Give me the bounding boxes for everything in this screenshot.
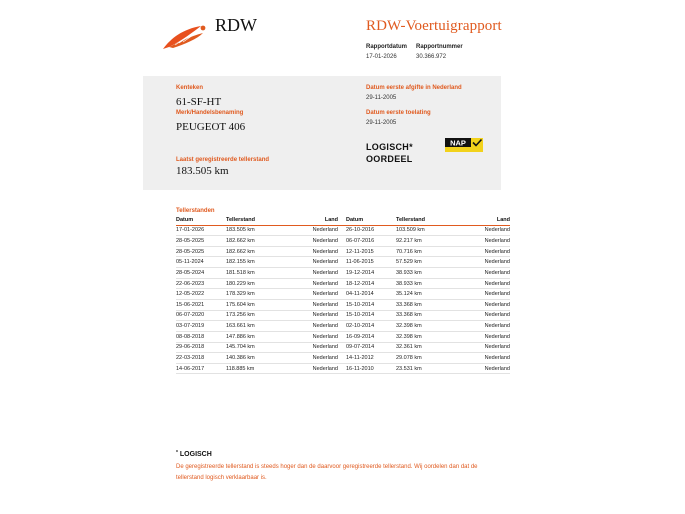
table-row bbox=[176, 257, 510, 268]
cell-datum: 19-12-2014 bbox=[338, 268, 396, 279]
report-date-value: 17-01-2026 bbox=[366, 54, 397, 60]
cell-datum: 06-07-2020 bbox=[176, 310, 226, 321]
table-row bbox=[176, 353, 510, 364]
cell-datum: 15-10-2014 bbox=[338, 299, 396, 310]
table-row bbox=[176, 321, 510, 332]
cell-tellerstand: 92.217 km bbox=[396, 236, 452, 247]
footnote-text: De geregistreerde tellerstand is steeds hoger dan de daarvoor geregistreerde tellerstand. Wij oordelen dan dat de tellerstand logisch verklaarbaar is. bbox=[176, 464, 478, 481]
table-row bbox=[176, 278, 510, 289]
cell-datum: 14-06-2017 bbox=[176, 363, 226, 374]
cell-tellerstand: 180.229 km bbox=[226, 278, 296, 289]
cell-tellerstand: 145.704 km bbox=[226, 342, 296, 353]
cell-tellerstand: 70.716 km bbox=[396, 246, 452, 257]
odometer-header-row bbox=[176, 216, 510, 225]
cell-tellerstand: 181.518 km bbox=[226, 268, 296, 279]
cell-tellerstand: 32.398 km bbox=[396, 331, 452, 342]
cell-tellerstand: 182.662 km bbox=[226, 236, 296, 247]
footnote-title bbox=[176, 450, 212, 458]
cell-land: Nederland bbox=[452, 363, 510, 374]
cell-datum: 18-12-2014 bbox=[338, 278, 396, 289]
tellerstanden-title: Tellerstanden bbox=[176, 208, 215, 214]
cell-tellerstand: 38.933 km bbox=[396, 278, 452, 289]
table-row bbox=[176, 289, 510, 300]
nap-logo-text: NAP bbox=[450, 138, 466, 148]
cell-land: Nederland bbox=[296, 353, 338, 364]
cell-datum: 12-05-2022 bbox=[176, 289, 226, 300]
cell-land: Nederland bbox=[452, 342, 510, 353]
report-number-value: 30.366.972 bbox=[416, 54, 447, 60]
cell-tellerstand: 175.604 km bbox=[226, 299, 296, 310]
cell-land: Nederland bbox=[296, 268, 338, 279]
brand-name: RDW bbox=[215, 15, 257, 35]
cell-datum: 12-11-2015 bbox=[338, 246, 396, 257]
cell-tellerstand: 33.368 km bbox=[396, 299, 452, 310]
column-header-datum: Datum bbox=[176, 216, 226, 225]
cell-tellerstand: 183.505 km bbox=[226, 225, 296, 236]
cell-land: Nederland bbox=[452, 257, 510, 268]
cell-datum: 05-11-2024 bbox=[176, 257, 226, 268]
cell-datum: 15-10-2014 bbox=[338, 310, 396, 321]
cell-land: Nederland bbox=[296, 310, 338, 321]
cell-tellerstand: 32.361 km bbox=[396, 342, 452, 353]
cell-land: Nederland bbox=[296, 246, 338, 257]
table-row bbox=[176, 310, 510, 321]
cell-datum: 16-11-2010 bbox=[338, 363, 396, 374]
kenteken-label: Kenteken bbox=[176, 85, 204, 91]
cell-datum: 14-11-2012 bbox=[338, 353, 396, 364]
report-date-label: Rapportdatum bbox=[366, 44, 407, 50]
cell-land: Nederland bbox=[452, 268, 510, 279]
cell-datum: 22-03-2018 bbox=[176, 353, 226, 364]
cell-datum: 08-08-2018 bbox=[176, 331, 226, 342]
cell-land: Nederland bbox=[452, 331, 510, 342]
cell-tellerstand: 182.662 km bbox=[226, 246, 296, 257]
cell-datum: 28-05-2024 bbox=[176, 268, 226, 279]
cell-land: Nederland bbox=[452, 289, 510, 300]
cell-datum: 28-05-2025 bbox=[176, 246, 226, 257]
cell-datum: 17-01-2026 bbox=[176, 225, 226, 236]
cell-tellerstand: 32.398 km bbox=[396, 321, 452, 332]
tellerstand-value: 183.505 km bbox=[176, 165, 229, 177]
table-row bbox=[176, 363, 510, 374]
odometer-table bbox=[176, 216, 510, 374]
eerste-afgifte-label: Datum eerste afgifte in Nederland bbox=[366, 85, 462, 91]
table-row bbox=[176, 268, 510, 279]
cell-tellerstand: 33.368 km bbox=[396, 310, 452, 321]
cell-land: Nederland bbox=[296, 342, 338, 353]
odometer-rows bbox=[176, 225, 510, 374]
cell-tellerstand: 163.661 km bbox=[226, 321, 296, 332]
footnote-title-text: LOGISCH bbox=[179, 451, 212, 458]
eerste-toelating-value: 29-11-2005 bbox=[366, 120, 397, 126]
cell-land: Nederland bbox=[452, 236, 510, 247]
verdict-oordeel: OORDEEL bbox=[366, 154, 413, 164]
cell-land: Nederland bbox=[296, 236, 338, 247]
tellerstand-label: Laatst geregistreerde tellerstand bbox=[176, 157, 270, 163]
rdw-logo-icon bbox=[161, 22, 209, 52]
table-row bbox=[176, 299, 510, 310]
cell-tellerstand: 173.256 km bbox=[226, 310, 296, 321]
cell-tellerstand: 103.509 km bbox=[396, 225, 452, 236]
cell-tellerstand: 178.329 km bbox=[226, 289, 296, 300]
column-header-land: Land bbox=[452, 216, 510, 225]
merk-value: PEUGEOT 406 bbox=[176, 121, 246, 133]
cell-land: Nederland bbox=[296, 289, 338, 300]
cell-land: Nederland bbox=[296, 331, 338, 342]
cell-tellerstand: 140.386 km bbox=[226, 353, 296, 364]
vehicle-info-panel bbox=[143, 76, 501, 190]
table-row bbox=[176, 246, 510, 257]
cell-tellerstand: 38.933 km bbox=[396, 268, 452, 279]
cell-datum: 03-07-2019 bbox=[176, 321, 226, 332]
cell-tellerstand: 23.531 km bbox=[396, 363, 452, 374]
cell-land: Nederland bbox=[452, 278, 510, 289]
table-row bbox=[176, 342, 510, 353]
report-title: RDW-Voertuigrapport bbox=[366, 18, 502, 34]
table-row bbox=[176, 331, 510, 342]
cell-land: Nederland bbox=[452, 299, 510, 310]
cell-land: Nederland bbox=[452, 246, 510, 257]
cell-tellerstand: 147.886 km bbox=[226, 331, 296, 342]
cell-datum: 22-06-2023 bbox=[176, 278, 226, 289]
cell-tellerstand: 35.124 km bbox=[396, 289, 452, 300]
cell-tellerstand: 29.078 km bbox=[396, 353, 452, 364]
cell-datum: 16-09-2014 bbox=[338, 331, 396, 342]
footnote-star: * bbox=[176, 450, 178, 456]
cell-datum: 09-07-2014 bbox=[338, 342, 396, 353]
cell-datum: 11-06-2015 bbox=[338, 257, 396, 268]
cell-land: Nederland bbox=[452, 321, 510, 332]
eerste-afgifte-value: 29-11-2005 bbox=[366, 95, 397, 101]
nap-logo-icon bbox=[445, 138, 483, 152]
verdict-logisch: LOGISCH* bbox=[366, 142, 413, 152]
cell-tellerstand: 57.529 km bbox=[396, 257, 452, 268]
report-number bbox=[416, 42, 463, 62]
cell-datum: 26-10-2016 bbox=[338, 225, 396, 236]
cell-land: Nederland bbox=[296, 321, 338, 332]
column-header-datum: Datum bbox=[338, 216, 396, 225]
cell-datum: 04-11-2014 bbox=[338, 289, 396, 300]
cell-datum: 28-05-2025 bbox=[176, 236, 226, 247]
cell-land: Nederland bbox=[452, 353, 510, 364]
cell-land: Nederland bbox=[296, 363, 338, 374]
cell-land: Nederland bbox=[452, 310, 510, 321]
cell-datum: 02-10-2014 bbox=[338, 321, 396, 332]
cell-tellerstand: 118.885 km bbox=[226, 363, 296, 374]
cell-land: Nederland bbox=[452, 225, 510, 236]
cell-datum: 29-06-2018 bbox=[176, 342, 226, 353]
cell-land: Nederland bbox=[296, 278, 338, 289]
kenteken-value: 61-SF-HT bbox=[176, 96, 222, 108]
column-header-land: Land bbox=[296, 216, 338, 225]
cell-land: Nederland bbox=[296, 299, 338, 310]
column-header-tellerstand: Tellerstand bbox=[226, 216, 296, 225]
cell-datum: 15-06-2021 bbox=[176, 299, 226, 310]
table-row bbox=[176, 236, 510, 247]
report-number-label: Rapportnummer bbox=[416, 44, 463, 50]
merk-label: Merk/Handelsbenaming bbox=[176, 110, 244, 116]
report-date bbox=[366, 42, 407, 62]
cell-datum: 06-07-2016 bbox=[338, 236, 396, 247]
column-header-tellerstand: Tellerstand bbox=[396, 216, 452, 225]
eerste-toelating-label: Datum eerste toelating bbox=[366, 110, 431, 116]
cell-land: Nederland bbox=[296, 257, 338, 268]
cell-tellerstand: 182.155 km bbox=[226, 257, 296, 268]
cell-land: Nederland bbox=[296, 225, 338, 236]
table-row bbox=[176, 225, 510, 236]
